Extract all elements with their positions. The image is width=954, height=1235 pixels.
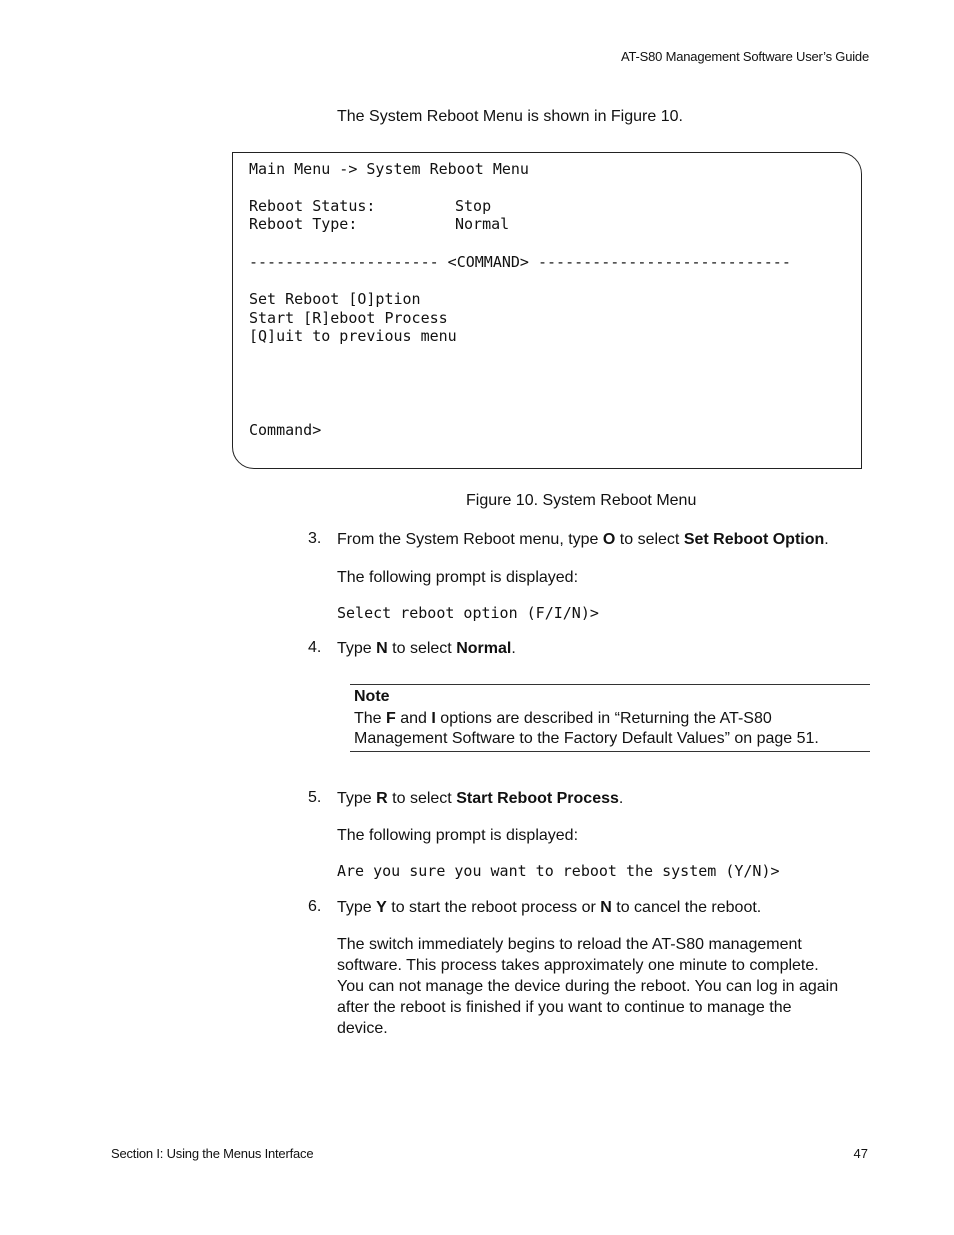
running-header: AT-S80 Management Software User’s Guide	[621, 49, 869, 64]
figure-caption: Figure 10. System Reboot Menu	[466, 492, 697, 509]
menu-option-quit: [Q]uit to previous menu	[249, 327, 457, 345]
note-title: Note	[354, 688, 390, 705]
step-6-number: 6.	[308, 898, 322, 915]
step-3-number: 3.	[308, 530, 322, 547]
menu-option-set-reboot: Set Reboot [O]ption	[249, 290, 421, 308]
reboot-type-label: Reboot Type:	[249, 215, 358, 233]
step-4-text: Type N to select Normal.	[337, 640, 516, 657]
note-box	[350, 684, 870, 752]
step-6-paragraph: The switch immediately begins to reload the AT-S80 management software. This process takes approximately one minute to complete. You can not manage the device during the reboot. You can log in again after the reboot is finished if you want to continue to manage the device.	[337, 936, 839, 1037]
step-5-follow-text: The following prompt is displayed:	[337, 827, 579, 844]
step-4-number: 4.	[308, 639, 322, 656]
terminal-screen-figure	[232, 152, 862, 469]
reboot-type-value: Normal	[455, 215, 510, 233]
step-5-text: Type R to select Start Reboot Process.	[337, 790, 624, 807]
reboot-status-label: Reboot Status:	[249, 197, 376, 215]
step-5-number: 5.	[308, 789, 322, 806]
reboot-status-value: Stop	[455, 197, 492, 215]
page-number: 47	[853, 1146, 868, 1161]
step-3-prompt-code: Select reboot option (F/I/N)>	[337, 604, 599, 622]
menu-option-start-reboot: Start [R]eboot Process	[249, 309, 448, 327]
command-divider: --------------------- <COMMAND> ----------------------------	[249, 253, 791, 271]
step-6-text: Type Y to start the reboot process or N to cancel the reboot.	[337, 899, 762, 916]
command-prompt: Command>	[249, 421, 322, 439]
note-body: The F and I options are described in “Returning the AT-S80 Management Software to the Factory Default Values” on page 51.	[354, 710, 819, 747]
terminal-breadcrumb: Main Menu -> System Reboot Menu	[249, 160, 529, 178]
step-3-text: From the System Reboot menu, type O to select Set Reboot Option.	[337, 531, 829, 548]
step-5-prompt-code: Are you sure you want to reboot the system (Y/N)>	[337, 862, 780, 880]
intro-text: The System Reboot Menu is shown in Figure 10.	[337, 108, 683, 125]
step-3-follow-text: The following prompt is displayed:	[337, 569, 579, 586]
footer-section: Section I: Using the Menus Interface	[111, 1146, 314, 1161]
